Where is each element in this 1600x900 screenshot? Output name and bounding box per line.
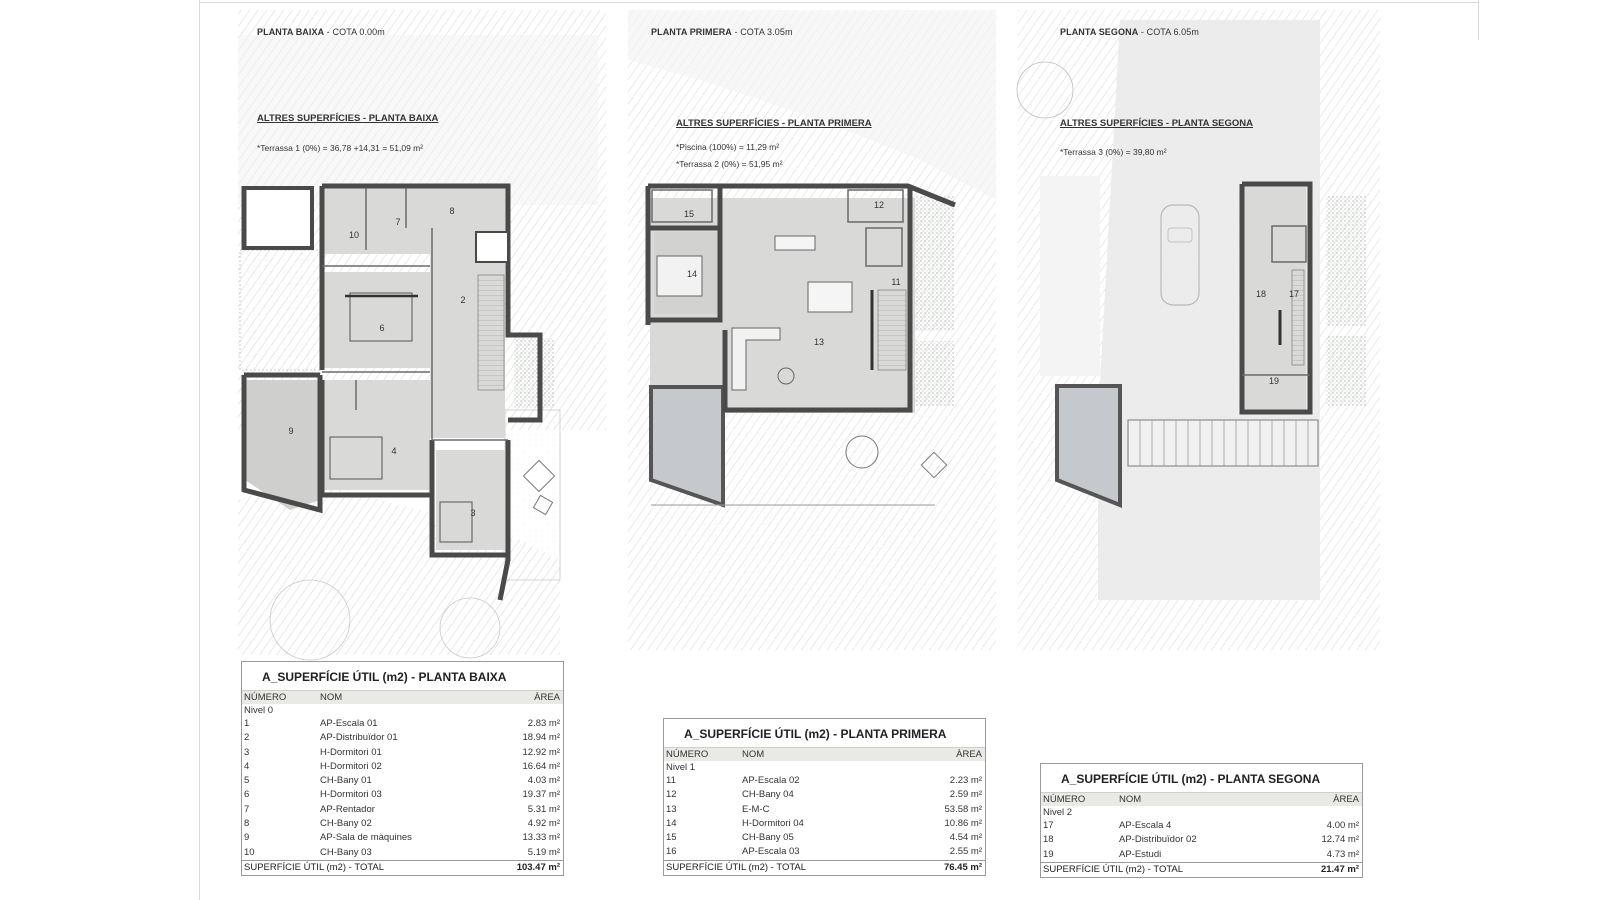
table-level: Nivel 0	[244, 705, 274, 716]
total-label: SUPERFÍCIE ÚTIL (m2) - TOTAL	[1043, 863, 1184, 875]
altres-title-segona: ALTRES SUPERFÍCIES - PLANTA SEGONA	[1060, 118, 1254, 129]
room-number-11: 11	[891, 277, 901, 287]
room-number-12: 12	[873, 200, 885, 210]
room-number-3: 3	[470, 508, 476, 518]
room-number-10: 10	[348, 230, 360, 240]
plan-title-primera: PLANTA PRIMERA - COTA 3.05m	[651, 27, 793, 37]
table-row: 7 AP-Rentador 5.31 m²	[244, 803, 560, 815]
table-row: 10 CH-Bany 03 5.19 m²	[244, 846, 560, 858]
table-title: A_SUPERFÍCIE ÚTIL (m2) - PLANTA BAIXA	[242, 662, 563, 691]
room-number-14: 14	[686, 269, 698, 279]
header-nom: NOM	[1119, 794, 1142, 805]
room-number-18: 18	[1255, 289, 1267, 299]
table-total-row	[242, 860, 563, 875]
area-table-baixa	[241, 661, 564, 876]
altres-item: *Terrassa 3 (0%) = 39,80 m²	[1060, 147, 1167, 157]
table-row: 5 CH-Bany 01 4.03 m²	[244, 775, 560, 787]
header-nom: NOM	[320, 692, 343, 703]
table-row: 17 AP-Escala 4 4.00 m²	[1043, 820, 1359, 831]
total-value: 76.45 m²	[943, 861, 982, 873]
table-row: 16 AP-Escala 03 2.55 m²	[666, 846, 982, 858]
total-label: SUPERFÍCIE ÚTIL (m2) - TOTAL	[244, 861, 385, 873]
table-row: 13 E-M-C 53.58 m²	[666, 803, 982, 815]
header-numero: NÚMERO	[666, 749, 709, 760]
area-table-primera	[663, 718, 986, 876]
table-row: 8 CH-Bany 02 4.92 m²	[244, 818, 560, 830]
header-nom: NOM	[742, 749, 765, 760]
table-row: 2 AP-Distribuïdor 01 18.94 m²	[244, 732, 560, 744]
total-value: 103.47 m²	[516, 861, 560, 873]
plan-planta-segona	[1017, 10, 1380, 650]
table-title: A_SUPERFÍCIE ÚTIL (m2) - PLANTA SEGONA	[1041, 764, 1362, 793]
table-row: 14 H-Dormitori 04 10.86 m²	[666, 817, 982, 829]
table-level: Nivel 1	[666, 762, 696, 773]
area-table-segona	[1040, 763, 1363, 878]
table-total-row	[1041, 862, 1362, 877]
altres-item: *Piscina (100%) = 11,29 m²	[676, 142, 780, 152]
table-header	[242, 691, 563, 704]
table-level: Nivel 2	[1043, 807, 1073, 818]
table-row: 18 AP-Distribuïdor 02 12.74 m²	[1043, 834, 1359, 846]
header-area: ÀREA	[956, 749, 982, 760]
altres-title-primera: ALTRES SUPERFÍCIES - PLANTA PRIMERA	[676, 118, 872, 129]
garden-patch	[514, 338, 554, 408]
table-header	[664, 748, 985, 761]
room-number-15: 15	[683, 209, 695, 219]
plan-title-segona: PLANTA SEGONA - COTA 6.05m	[1060, 27, 1199, 37]
room-number-4: 4	[391, 446, 397, 456]
table-row: 3 H-Dormitori 01 12.92 m²	[244, 746, 560, 758]
table-row: 9 AP-Sala de màquines 13.33 m²	[244, 832, 560, 844]
table-row: 4 H-Dormitori 02 16.64 m²	[244, 760, 560, 772]
plan-planta-baixa	[238, 10, 606, 660]
table-row: 1 AP-Escala 01 2.83 m²	[244, 718, 560, 729]
room-number-6: 6	[379, 323, 385, 333]
header-numero: NÚMERO	[244, 692, 287, 703]
header-numero: NÚMERO	[1043, 794, 1086, 805]
total-label: SUPERFÍCIE ÚTIL (m2) - TOTAL	[666, 861, 807, 873]
altres-item: *Terrassa 2 (0%) = 51,95 m²	[676, 159, 783, 169]
table-row: 6 H-Dormitori 03 19.37 m²	[244, 789, 560, 801]
room-number-9: 9	[288, 426, 294, 436]
table-row: 19 AP-Estudi 4.73 m²	[1043, 848, 1359, 860]
plan-title-baixa: PLANTA BAIXA - COTA 0.00m	[257, 27, 385, 37]
room-number-13: 13	[813, 337, 825, 347]
room-number-8: 8	[449, 206, 455, 216]
table-row: 12 CH-Bany 04 2.59 m²	[666, 789, 982, 801]
table-header	[1041, 793, 1362, 806]
plan-planta-primera	[628, 10, 996, 650]
table-total-row	[664, 860, 985, 875]
altres-item: *Terrassa 1 (0%) = 36,78 +14,31 = 51,09 m²	[257, 143, 424, 153]
room-number-7: 7	[395, 217, 401, 227]
table-title: A_SUPERFÍCIE ÚTIL (m2) - PLANTA PRIMERA	[664, 719, 985, 748]
room-number-17: 17	[1288, 289, 1300, 299]
room-number-2: 2	[460, 295, 466, 305]
header-area: ÀREA	[1333, 794, 1359, 805]
total-value: 21.47 m²	[1320, 863, 1359, 875]
table-row: 11 AP-Escala 02 2.23 m²	[666, 775, 982, 786]
room-number-19: 19	[1268, 376, 1280, 386]
altres-title-baixa: ALTRES SUPERFÍCIES - PLANTA BAIXA	[257, 113, 439, 124]
table-row: 15 CH-Bany 05 4.54 m²	[666, 832, 982, 844]
header-area: ÀREA	[534, 692, 560, 703]
